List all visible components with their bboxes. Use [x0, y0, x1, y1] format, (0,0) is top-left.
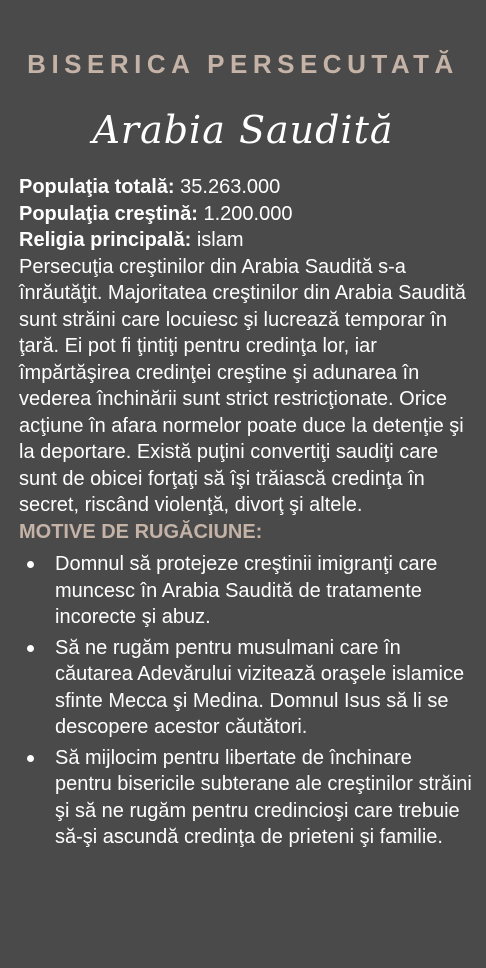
- prayer-item: [19, 745, 474, 851]
- content-section: [19, 174, 474, 855]
- prayer-list: [19, 551, 474, 851]
- stat-main-religion: [19, 227, 474, 254]
- prayer-item-text: Să mijlocim pentru libertate de închinare pentru bisericile subterane ale creştinilor străini şi să ne rugăm pentru credincioşi care trebuie să-şi ascundă credinţa de prieteni şi familie.: [55, 746, 472, 848]
- bullet-icon: [27, 645, 34, 652]
- prayer-section-title: MOTIVE DE RUGĂCIUNE:: [19, 520, 263, 543]
- stat-value: 35.263.000: [180, 176, 281, 198]
- description-paragraph: Persecuţia creştinilor din Arabia Saudită s-a înrăutăţit. Majoritatea creştinilor din Arabia Saudită sunt străini care locuiesc şi lucrează temporar în ţară. Ei pot fi ţintiţi pentru credinţa lor, iar împărtăşirea credinţei creştine şi adunarea în vederea închinării sunt strict restricţionate. Orice acţiune în afara normelor poate duce la detenţie şi la deportare. Există puţini convertiţi saudiţi care sunt de obicei forţaţi să îşi trăiască credinţa în secret, riscând violenţă, divorţ şi altele.: [19, 255, 466, 516]
- prayer-item-text: Să ne rugăm pentru musulmani care în căutarea Adevărului vizitează oraşele islamice sfinte Mecca şi Medina. Domnul Isus să li se descopere acestor căutători.: [55, 636, 465, 738]
- stat-label: Populaţia creştină:: [19, 202, 198, 225]
- stat-total-population: [19, 174, 474, 201]
- bullet-icon: [27, 755, 34, 762]
- header-title: BISERICA PERSECUTATĂ: [27, 49, 459, 79]
- prayer-item: [19, 551, 474, 631]
- stat-value: islam: [196, 229, 244, 251]
- stat-christian-population: [19, 201, 474, 228]
- prayer-item: [19, 635, 474, 741]
- bullet-icon: [27, 561, 34, 568]
- prayer-item-text: Domnul să protejeze creştinii imigranţi care muncesc în Arabia Saudită de tratamente incorecte şi abuz.: [55, 553, 438, 628]
- stat-value: 1.200.000: [203, 202, 293, 225]
- country-title: Arabia Saudită: [92, 108, 394, 152]
- stat-label: Populaţia totală:: [19, 176, 175, 198]
- stat-label: Religia principală:: [19, 229, 192, 251]
